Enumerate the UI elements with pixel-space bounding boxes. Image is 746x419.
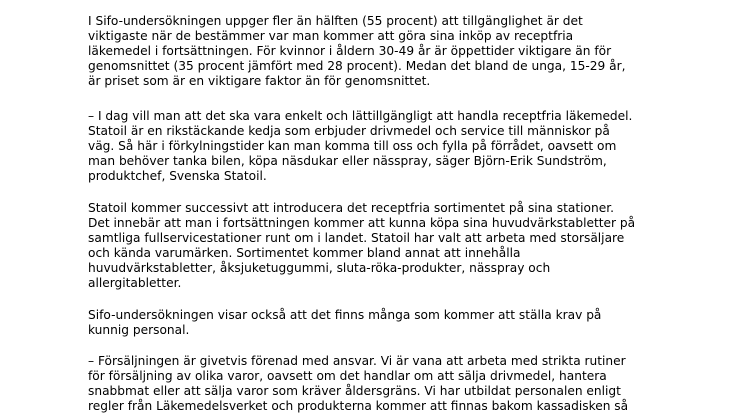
- paragraph-staff-requirements: [88, 308, 688, 338]
- text-line: I Sifo-undersökningen uppger fler än hälften (55 procent) att tillgänglighet är det: [88, 14, 583, 28]
- paragraph-quote-accessibility: [88, 109, 688, 184]
- text-line: snabbmat eller att sälja varor som kräver åldersgräns. Vi har utbildat personalen enligt: [88, 384, 621, 398]
- text-line: genomsnittet (35 procent jämfört med 28 procent). Medan det bland de unga, 15-29 år,: [88, 59, 626, 73]
- text-line: Statoil kommer successivt att introducera det receptfria sortimentet på sina stationer.: [88, 201, 614, 215]
- text-line: och kända varumärken. Sortimentet kommer bland annat att innehålla: [88, 246, 521, 260]
- text-line: regler från Läkemedelsverket och produkterna kommer att finnas bakom kassadisken så: [88, 399, 629, 413]
- text-line: väg. Så här i förkylningstider kan man komma till oss och fylla på förrådet, oavsett om: [88, 139, 617, 153]
- text-line: man behöver tanka bilen, köpa näsdukar eller nässpray, säger Björn-Erik Sundström,: [88, 154, 607, 168]
- text-line: för försäljning av olika varor, oavsett om det handlar om att sälja drivmedel, hantera: [88, 369, 607, 383]
- text-line: allergitabletter.: [88, 276, 182, 290]
- text-line: viktigaste när de bestämmer var man kommer att göra sina inköp av receptfria: [88, 29, 574, 43]
- text-line: – I dag vill man att det ska vara enkelt och lättillgängligt att handla receptfria läkemedel.: [88, 109, 633, 123]
- text-line: huvudvärkstabletter, åksjuketuggummi, sluta-röka-produkter, nässpray och: [88, 261, 551, 275]
- text-line: produktchef, Svenska Statoil.: [88, 169, 267, 183]
- text-line: kunnig personal.: [88, 323, 190, 337]
- text-line: läkemedel i fortsättningen. För kvinnor i åldern 30-49 år är öppettider viktigare än för: [88, 44, 612, 58]
- paragraph-quote-responsibility: [88, 354, 688, 414]
- paragraph-sifo-survey: [88, 14, 688, 89]
- text-line: Statoil är en rikstäckande kedja som erbjuder drivmedel och service till människor på: [88, 124, 610, 138]
- text-line: Det innebär att man i fortsättningen kommer att kunna köpa sina huvudvärkstabletter på: [88, 216, 636, 230]
- text-line: samtliga fullservicestationer runt om i landet. Statoil har valt att arbeta med storsäljare: [88, 231, 625, 245]
- text-line: Sifo-undersökningen visar också att det finns många som kommer att ställa krav på: [88, 308, 602, 322]
- paragraph-assortment: [88, 201, 688, 291]
- text-line: är priset som är en viktigare faktor än för genomsnittet.: [88, 74, 431, 88]
- text-line: – Försäljningen är givetvis förenad med ansvar. Vi är vana att arbeta med strikta rutiner: [88, 354, 626, 368]
